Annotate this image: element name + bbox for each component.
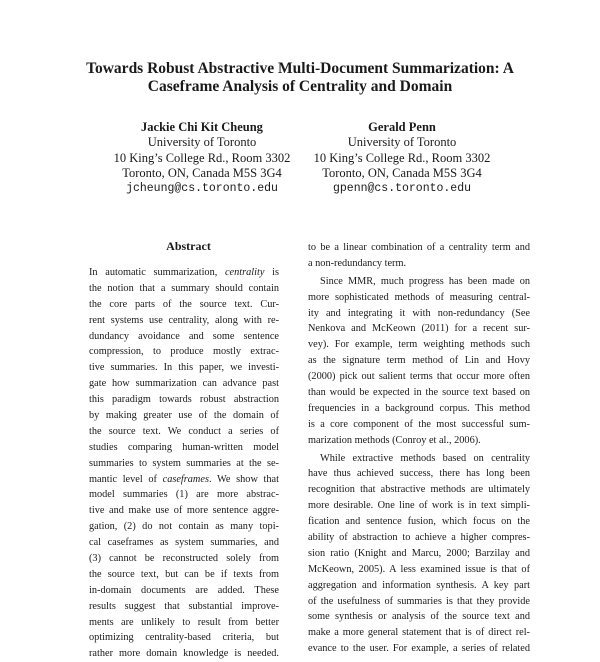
text-line: (3) cannot be reconstructed solely from [89, 553, 279, 565]
text-line: some synthesis or analysis of the source text and [308, 611, 530, 623]
text-line: gate how summarization can advance past [89, 378, 279, 390]
text-line: (2000) pick out salient terms that occur more often [308, 371, 530, 383]
text-line: the core parts of the source text. Cur- [89, 298, 279, 310]
text-line: more desirable. One line of work is in text simpli- [308, 500, 530, 512]
text-line: fication and sentence fusion, which focus on the [308, 516, 530, 528]
author-address-line-2: Toronto, ON, Canada M5S 3G4 [122, 165, 282, 180]
text-line: sion ratio (Knight and Marcu, 2000; Barzilay and [308, 547, 530, 559]
text-line: McKeown, 2005). A less examined issue is that of [308, 563, 530, 575]
text-line: compression, to produce mostly extrac- [89, 346, 279, 358]
author-block-2 [287, 120, 517, 196]
text-line: Nenkova and McKeown (2011) for a recent sur- [308, 323, 530, 335]
author-block-1 [87, 120, 317, 196]
text-line: While extractive methods based on centrality [320, 452, 530, 464]
text-line: the source text, but can be if texts from [89, 568, 279, 580]
paragraph [308, 451, 530, 658]
text-line: dundancy avoidance and some sentence [89, 330, 279, 342]
text-line: rent systems use centrality, along with re- [89, 314, 279, 326]
body-column-right [308, 240, 530, 657]
text-line: tive summaries. In this paper, we investi- [89, 362, 279, 374]
text-line: frequencies in a background corpus. This method [308, 402, 530, 414]
text-line: have thus achieved success, there has long been [308, 468, 530, 480]
author-address-line-2: Toronto, ON, Canada M5S 3G4 [322, 165, 482, 180]
text-line: vey). For example, term weighting methods such [308, 339, 530, 351]
text-line: recognition that abstractive methods are ultimately [308, 484, 530, 496]
text-line: the source text. We conduct a series of [89, 425, 279, 437]
abstract-heading: Abstract [166, 239, 211, 253]
text-line: results suggest that substantial improve- [89, 600, 279, 612]
text-line: marization methods (Conroy et al., 2006). [308, 434, 481, 446]
text-line: aggregation and information synthesis. A key part [308, 579, 530, 591]
author-name: Gerald Penn [368, 120, 436, 134]
paragraph [308, 274, 530, 449]
text-line: by making greater use of the domain of [89, 410, 279, 422]
paragraph [308, 240, 530, 272]
text-line: Since MMR, much progress has been made on [320, 275, 530, 287]
text-line: make a more general statement that is of direct rel- [308, 627, 530, 639]
text-line: the notion that a summary should contain [89, 282, 279, 294]
author-name: Jackie Chi Kit Cheung [141, 120, 263, 134]
text-line: mantic level of caseframes. We show that [89, 473, 279, 485]
text-line: studies comparing human-written model [89, 441, 279, 453]
text-line: in-domain documents are added. These [89, 584, 279, 596]
text-line: tive and make use of more sentence aggre- [89, 505, 279, 517]
author-affiliation: University of Toronto [347, 135, 457, 150]
text-line: gation, (2) do not contain as many topi- [89, 521, 279, 533]
text-line: ity and integrating it with non-redundancy (See [308, 307, 530, 319]
text-line: to be a linear combination of a centrality term and [308, 242, 530, 253]
text-line: summaries to system summaries at the se- [89, 457, 279, 469]
text-line: as the signature term method of Lin and Hovy [308, 355, 530, 367]
abstract-body [89, 265, 279, 662]
author-email[interactable]: jcheung@cs.toronto.edu [126, 182, 278, 196]
text-line: evance to the user. For example, a series of related [308, 643, 530, 655]
paper-title [60, 60, 540, 96]
author-address-line-1: 10 King’s College Rd., Room 3302 [113, 150, 291, 165]
text-line: this paradigm towards robust abstraction [89, 394, 279, 406]
emphasis: caseframes [162, 473, 209, 485]
title-line-1: Towards Robust Abstractive Multi-Document Summarization: A [86, 60, 514, 77]
emphasis: centrality [224, 267, 265, 278]
author-address-line-1: 10 King’s College Rd., Room 3302 [313, 150, 491, 165]
text-line: optimizing centrality-based criteria, but [89, 632, 279, 644]
text-line: rather more domain knowledge is needed. [89, 648, 279, 660]
text-line: In automatic summarization, centrality is [89, 267, 279, 278]
text-line: more sophisticated methods of measuring central- [308, 291, 530, 303]
title-line-2: Caseframe Analysis of Centrality and Domain [147, 78, 453, 95]
text-line: ability of abstraction to achieve a higher compres- [308, 532, 530, 544]
text-line: model summaries (1) are more abstrac- [89, 489, 279, 501]
text-line: a non-redundancy term. [308, 257, 407, 269]
text-line: is a core component of the most successful sum- [308, 418, 530, 430]
author-affiliation: University of Toronto [147, 135, 257, 150]
text-line: of the usefulness of summaries is that they provide [308, 595, 530, 607]
text-line: cal caseframes as system summaries, and [89, 537, 279, 549]
text-line: ments are unlikely to result from better [89, 616, 279, 628]
author-email[interactable]: gpenn@cs.toronto.edu [332, 182, 472, 196]
text-line: than would be expected in the source text based on [308, 387, 530, 399]
